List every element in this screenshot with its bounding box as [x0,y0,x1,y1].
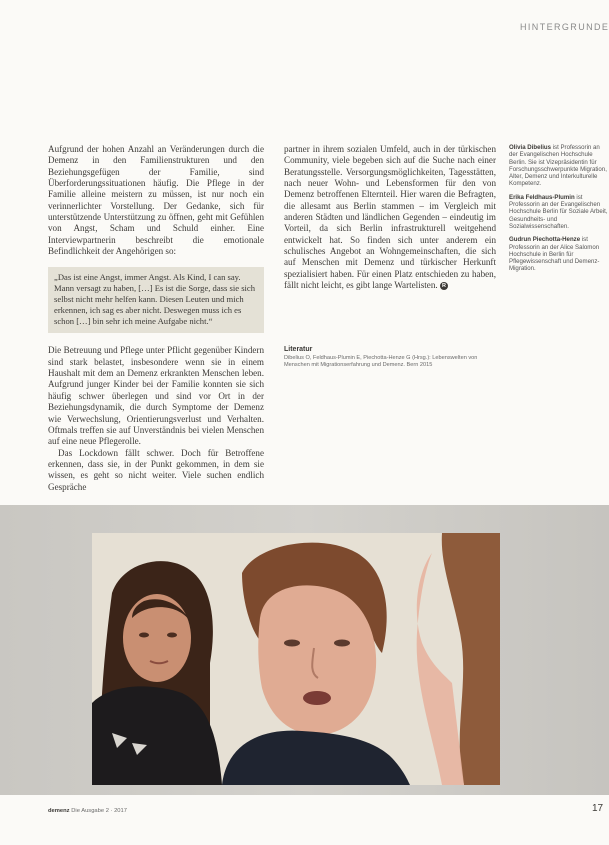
article-photo [92,533,500,785]
literature-reference: Dibelius O, Feldhaus-Plumin E, Piechotta-Henze G (Hrsg.): Lebenswelten von Menschen mit Migrationserfahrung und Demenz. Bern 2015 [284,355,478,369]
author-bio [509,194,609,230]
author-name: Olivia Dibelius [509,144,551,151]
author-text: ist Professorin an der Alice Salomon Hochschule in Berlin für Pflegewissenschaft und Demenz-Migration. [509,236,600,273]
author-name: Erika Feldhaus-Plumin [509,193,575,201]
paragraph: Das Lockdown fällt schwer. Doch für Betroffene erkennen, dass sie, in der Punkt gekommen, in dem sie wissen, es geht so nicht weiter. Viele suchen endlich Gespräche [48,447,264,492]
author-bio [509,144,609,188]
author-bio [509,236,609,272]
end-of-article-icon: R [440,282,448,290]
author-text: ist Professorin an der Evangelischen Hochschule Berlin. Sie ist Vizepräsidentin für Forschungsschwerpunkte Migration, Alter, Demenz und Interkulturelle Kompetenz. [509,144,607,188]
paragraph: Die Betreuung und Pflege unter Pflicht gegenüber Kindern sind stark belastet, insbesondere wenn sie in einem Haushalt mit dem an Demenz erkrankten Menschen leben. Aufgrund junger Kinder bei der Familie konnten sie sich häufig schwer überlegen und sind vor Ort in der Beziehungsdynamik, die durch Symptome der Demenz wie Verwechslung, Orientierungsverlust und Verhalten. Oftmals treffen sie auf Unverständnis bei vielen Menschen auf eine neue Pflegerolle. [48,345,264,447]
article-column-2 [284,144,496,291]
literature-heading: Literatur [284,346,313,353]
author-name: Gudrun Piechotta-Henze [509,236,581,244]
issue-info: Die Ausgabe 2 · 2017 [71,808,127,814]
footer [48,808,127,814]
section-label: HINTERGRUNDE [520,22,609,32]
paragraph: Aufgrund der hohen Anzahl an Veränderungen durch die Demenz in den Familienstrukturen und den Beziehungsgefügen der Familie, sind Überforderungssituationen häufig. Die Pflege in der Familie alleine meistern zu müssen, ist nur noch ein verinnerlichter Vorstellung. Der Gedanke, sich für unterstützende Unterstützung zu öffnen, geht mit Gefühlen von Angst, Scham und Schuld einher. Eine Interviewpartnerin beschreibt die emotionale Befindlichkeit der Angehörigen so: [48,144,264,257]
page-number: 17 [592,803,604,814]
photo-illustration [92,533,500,785]
magazine-name: demenz [48,808,70,814]
paragraph-text: partner in ihrem sozialen Umfeld, auch in der türkischen Community, viele begeben sich auf die Suche nach einer Beratungsstelle. Versorgungsmöglichkeiten, Tagesstätten, nach neuer Wohn- und Lebensformen für den von Demenz betroffenen Elternteil. Hier waren die Befragten, die allesamt aus Berlin stammen – im Vergleich mit anderen Städten und ländlichen Gegenden – eindeutig im Vorteil, da sich Berlin infrastrukturell weitgehend entwickelt hat. So finden sich unter anderem ein schulisches Angebot an Wohngemeinschaften, die sich auf Menschen mit Demenz und türkischer Herkunft spezialisiert haben. Für einen Platz entschieden zu haben, fällt nicht leicht, es gibt lange Wartelisten. [284,144,496,291]
paragraph [284,144,496,291]
pull-quote: „Das ist eine Angst, immer Angst. Als Kind, I can say. Mann versagt zu haben, […] Es ist die Sorge, dass sie sich selbst nicht mehr helfen kann. Diesen Leuten und mich erkennen, ich sag es aber nicht. Deswegen muss ich es schon […] bin sehr ich meine Aufgabe nicht.“ [48,267,264,333]
author-text: ist Professorin an der Evangelischen Hochschule Berlin für Soziale Arbeit, Gesundheits- und Sozialwissenschaften. [509,193,608,230]
author-bios [509,144,609,279]
article-column-1 [48,144,264,493]
